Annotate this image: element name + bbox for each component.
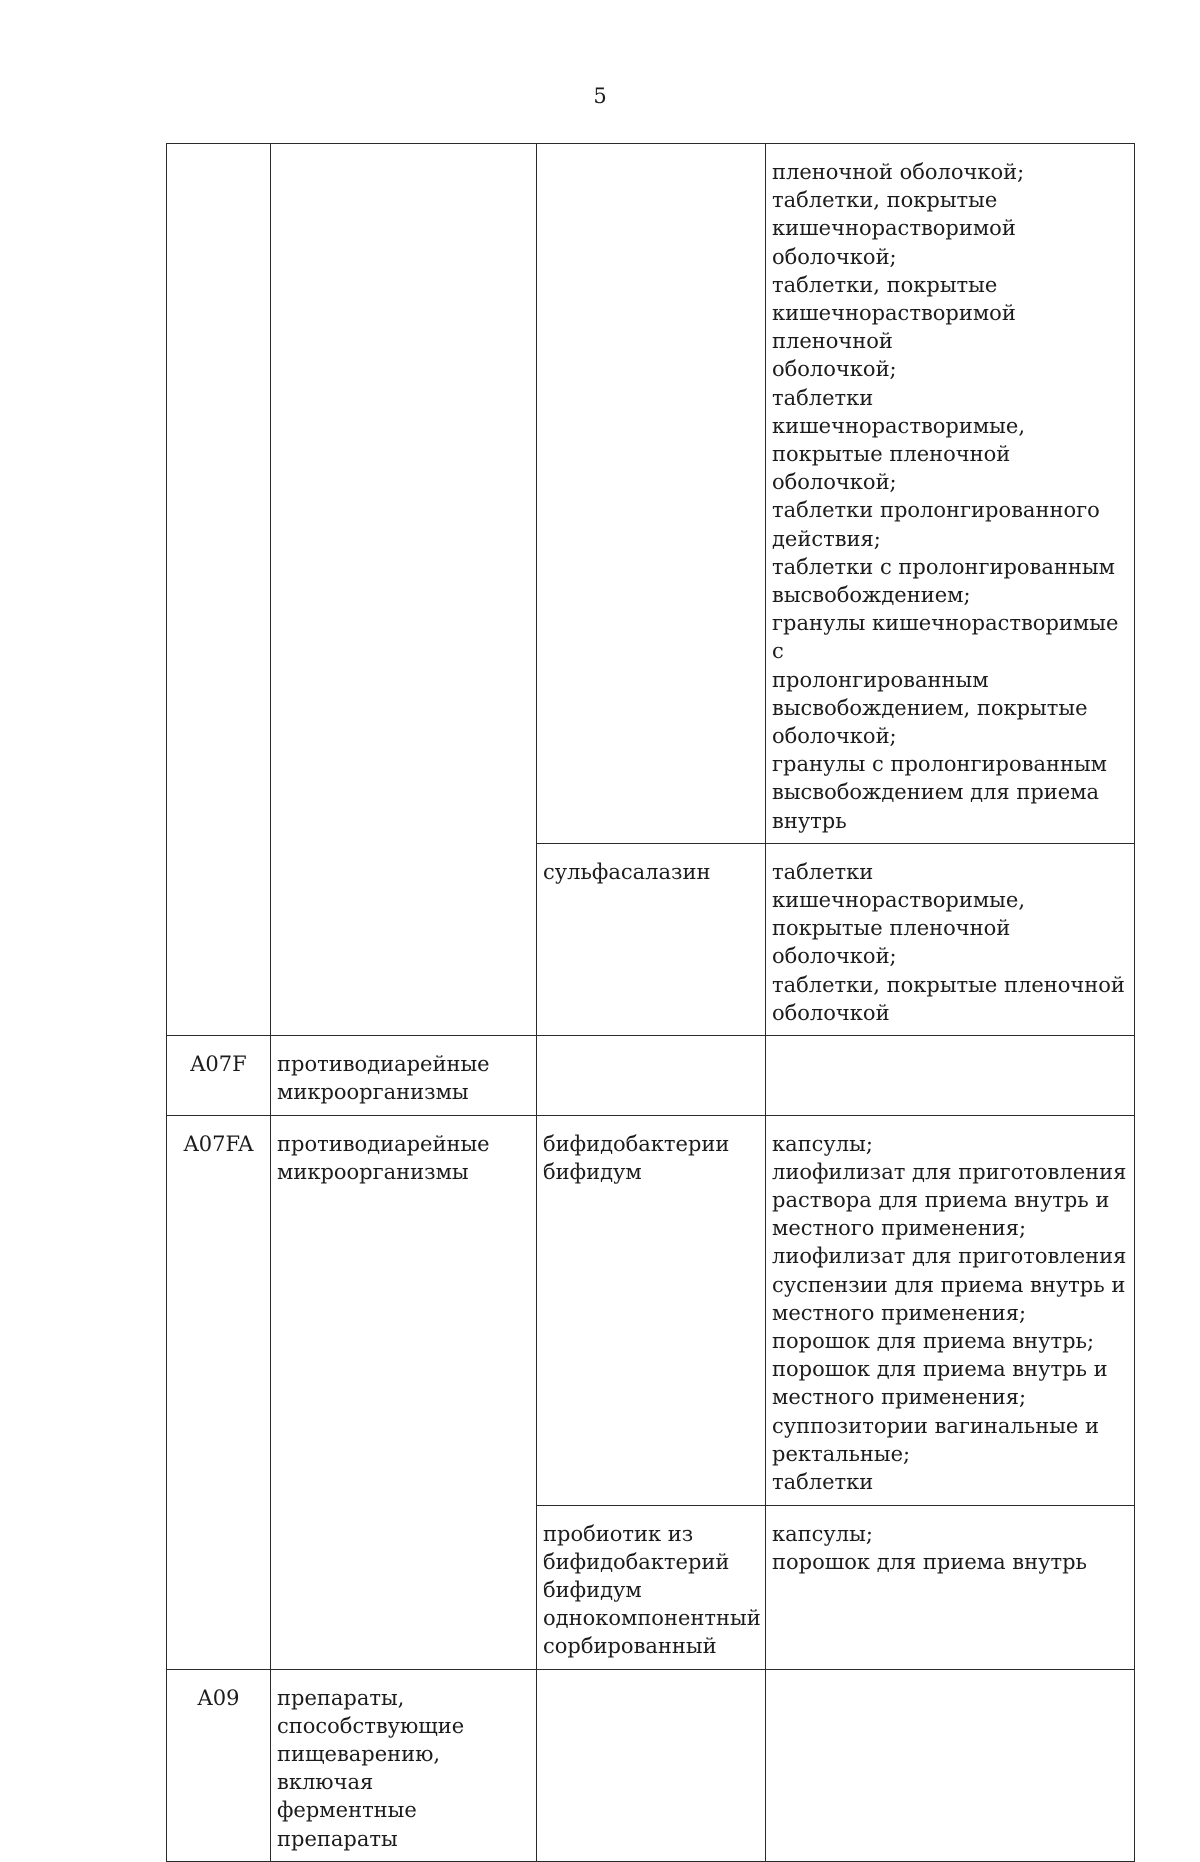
dosage-form-cell (766, 1036, 1135, 1115)
dosage-form-cell: капсулы; лиофилизат для приготовления раствора для приема внутрь и местного применения; лиофилизат для приготовления суспензии для приема внутрь и местного применения; порошок для приема внутрь; порошок для приема внутрь и местного применения; суппозитории вагинальные и ректальные; таблетки (766, 1115, 1135, 1505)
table-row (167, 1115, 1135, 1505)
dosage-form-cell: пленочной оболочкой; таблетки, покрытые кишечнорастворимой оболочкой; таблетки, покрытые кишечнорастворимой пленочной оболочкой; таблетки кишечнорастворимые, покрытые пленочной оболочкой; таблетки пролонгированного действия; таблетки с пролонгированным высвобождением; гранулы кишечнорастворимые с пролонгированным высвобождением, покрытые оболочкой; гранулы с пролонгированным высвобождением для приема внутрь (766, 144, 1135, 844)
drug-table (166, 143, 1135, 1862)
drug-cell: пробиотик из бифидобактерий бифидум однокомпонентный сорбированный (537, 1505, 766, 1669)
group-cell: препараты, способствующие пищеварению, включая ферментные препараты (271, 1669, 537, 1861)
atc-code-cell: A09 (167, 1669, 271, 1861)
group-cell (271, 144, 537, 1036)
table-row (167, 1036, 1135, 1115)
table-row (167, 144, 1135, 844)
drug-cell (537, 144, 766, 844)
group-cell: противодиарейные микроорганизмы (271, 1036, 537, 1115)
page-number: 5 (593, 84, 607, 108)
dosage-form-cell: капсулы; порошок для приема внутрь (766, 1505, 1135, 1669)
atc-code-cell: A07F (167, 1036, 271, 1115)
drug-cell: сульфасалазин (537, 843, 766, 1035)
drug-cell (537, 1036, 766, 1115)
group-cell: противодиарейные микроорганизмы (271, 1115, 537, 1669)
atc-code-cell: A07FA (167, 1115, 271, 1669)
dosage-form-cell: таблетки кишечнорастворимые, покрытые пленочной оболочкой; таблетки, покрытые пленочной оболочкой (766, 843, 1135, 1035)
atc-code-cell (167, 144, 271, 1036)
drug-cell: бифидобактерии бифидум (537, 1115, 766, 1505)
